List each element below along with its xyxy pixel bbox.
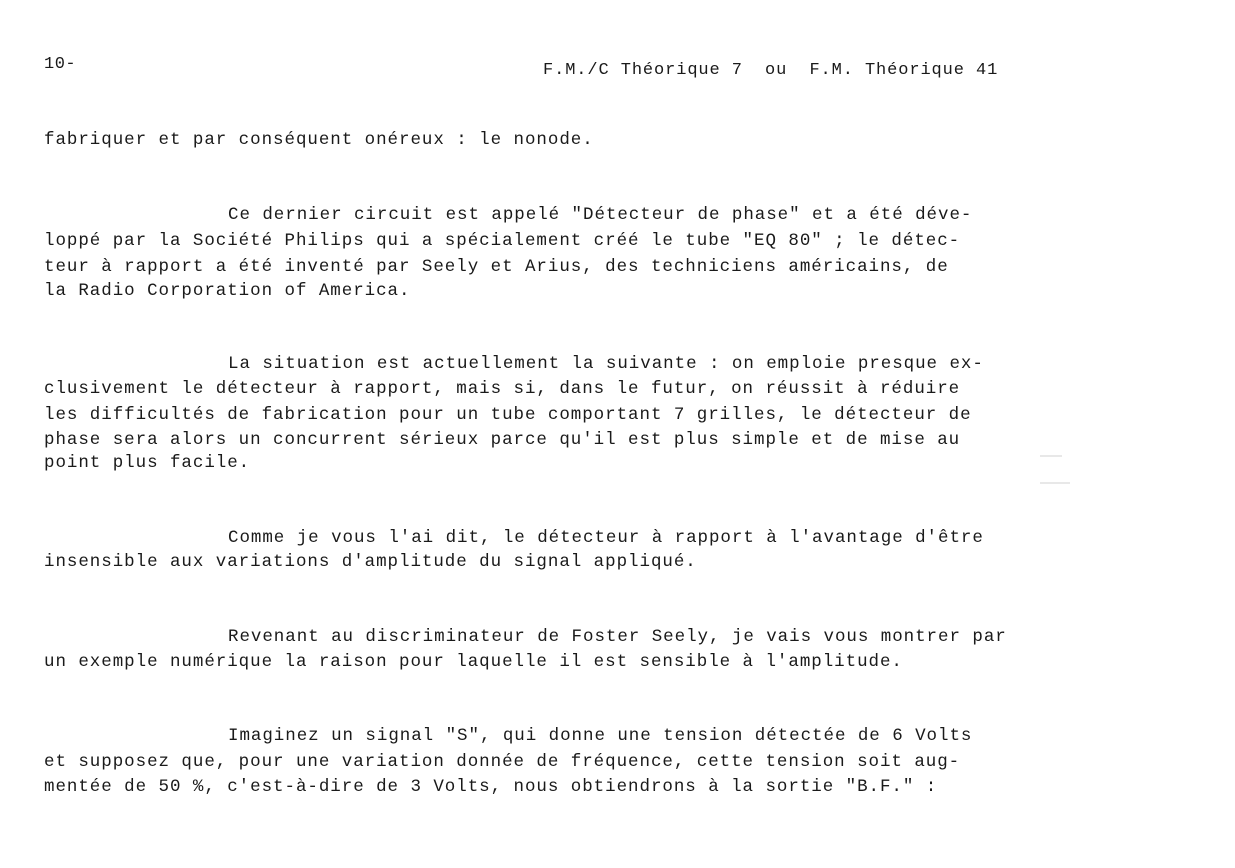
paragraph-3-line-5: point plus facile. [44,453,251,473]
paragraph-5-line-1: Revenant au discriminateur de Foster Seely, je vais vous montrer par [228,627,1007,647]
paragraph-2-line-3: teur à rapport a été inventé par Seely et Arius, des techniciens américains, de [44,257,949,277]
paragraph-2-line-4: la Radio Corporation of America. [44,281,411,301]
paragraph-4-line-2: insensible aux variations d'amplitude du signal appliqué. [44,552,697,572]
paragraph-3-line-1: La situation est actuellement la suivante : on emploie presque ex- [228,354,984,374]
paragraph-2-line-1: Ce dernier circuit est appelé "Détecteur de phase" et a été déve- [228,205,973,225]
paragraph-4-line-1: Comme je vous l'ai dit, le détecteur à rapport à l'avantage d'être [228,528,984,548]
paragraph-3-line-4: phase sera alors un concurrent sérieux parce qu'il est plus simple et de mise au [44,430,961,450]
paragraph-6-line-2: et supposez que, pour une variation donnée de fréquence, cette tension soit aug- [44,752,961,772]
running-header: F.M./C Théorique 7 ou F.M. Théorique 41 [543,61,999,80]
paragraph-5-line-2: un exemple numérique la raison pour laquelle il est sensible à l'amplitude. [44,652,903,672]
paragraph-6-line-3: mentée de 50 %, c'est-à-dire de 3 Volts, nous obtiendrons à la sortie "B.F." : [44,777,938,797]
paragraph-6-line-1: Imaginez un signal "S", qui donne une tension détectée de 6 Volts [228,726,973,746]
paragraph-1-line-1: fabriquer et par conséquent onéreux : le nonode. [44,130,594,150]
page-number: 10- [44,55,77,74]
scan-artifact [1040,455,1062,457]
paragraph-2-line-2: loppé par la Société Philips qui a spécialement créé le tube "EQ 80" ; le détec- [44,231,961,251]
scan-artifact [1040,482,1070,484]
paragraph-3-line-3: les difficultés de fabrication pour un tube comportant 7 grilles, le détecteur de [44,405,972,425]
paragraph-3-line-2: clusivement le détecteur à rapport, mais si, dans le futur, on réussit à réduire [44,379,961,399]
